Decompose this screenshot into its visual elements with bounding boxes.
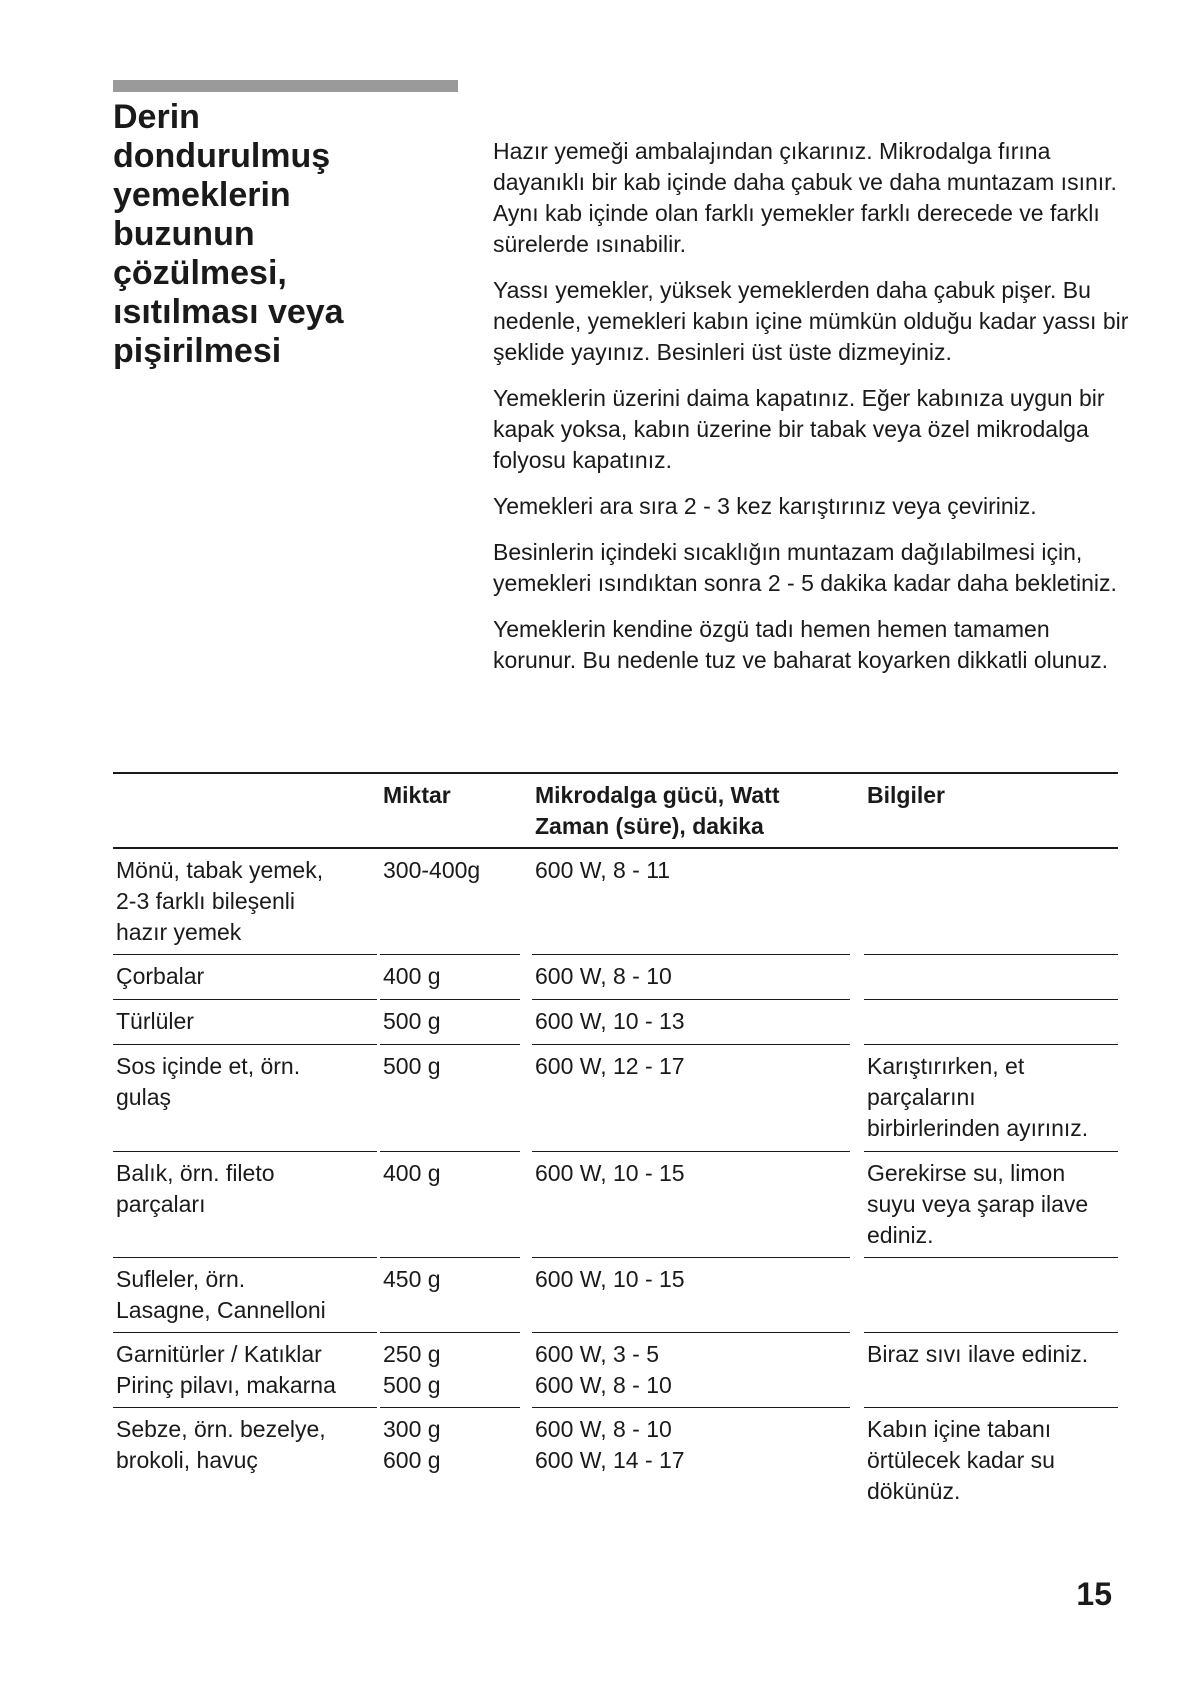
info-cell bbox=[864, 1152, 1118, 1258]
info-cell bbox=[864, 1000, 1118, 1045]
food-line: Çorbalar bbox=[116, 963, 205, 989]
food-cell bbox=[113, 1333, 377, 1408]
food-line: Türlüler bbox=[116, 1008, 194, 1034]
power-line: 600 W, 8 - 10 bbox=[535, 1372, 672, 1398]
title-line: Derin bbox=[113, 98, 200, 136]
table-header bbox=[113, 774, 1118, 849]
amount-line: 500 g bbox=[383, 1053, 441, 1079]
table-row bbox=[113, 1000, 1118, 1045]
table-row bbox=[113, 1333, 1118, 1408]
table-row bbox=[113, 1258, 1118, 1333]
title-line: buzunun bbox=[113, 215, 255, 253]
amount-line: 400 g bbox=[383, 963, 441, 989]
title-line: pişirilmesi bbox=[113, 332, 282, 370]
power-line: 600 W, 3 - 5 bbox=[535, 1341, 660, 1367]
power-line: 600 W, 10 - 15 bbox=[535, 1160, 685, 1186]
info-cell bbox=[864, 1333, 1118, 1408]
info-cell bbox=[864, 1258, 1118, 1333]
food-line: parçaları bbox=[116, 1191, 206, 1217]
intro-paragraph: Yemeklerin üzerini daima kapatınız. Eğer kabınıza uygun bir kapak yoksa, kabın üzerine bir tabak veya özel mikrodalga folyosu kapatınız. bbox=[493, 385, 1105, 473]
power-line: 600 W, 8 - 11 bbox=[535, 857, 671, 883]
power-cell bbox=[532, 1258, 850, 1333]
food-line: Sufleler, örn. bbox=[116, 1266, 246, 1292]
intro-paragraph: Yassı yemekler, yüksek yemeklerden daha çabuk pişer. Bu nedenle, yemekleri kabın içine mümkün olduğu kadar yassı bir şeklide yayınız. Besinleri üst üste dizmeyiniz. bbox=[493, 277, 1129, 365]
header-info: Bilgiler bbox=[867, 782, 945, 808]
table-row bbox=[113, 1408, 1118, 1518]
power-line: 600 W, 12 - 17 bbox=[535, 1053, 685, 1079]
amount-cell bbox=[380, 1152, 520, 1258]
title-line: ısıtılması veya bbox=[113, 293, 344, 331]
food-cell bbox=[113, 1045, 377, 1152]
title-line: çözülmesi, bbox=[113, 254, 287, 292]
header-power: Mikrodalga gücü, Watt bbox=[535, 782, 780, 808]
power-cell bbox=[532, 1000, 850, 1045]
info-line: suyu veya şarap ilave bbox=[867, 1191, 1089, 1217]
section-rule bbox=[113, 80, 458, 92]
food-line: Sos içinde et, örn. bbox=[116, 1053, 301, 1079]
food-cell bbox=[113, 1258, 377, 1333]
power-line: 600 W, 14 - 17 bbox=[535, 1447, 685, 1473]
power-cell bbox=[532, 1045, 850, 1152]
info-line: örtülecek kadar su bbox=[867, 1447, 1055, 1473]
info-line: parçalarını bbox=[867, 1084, 976, 1110]
food-line: Mönü, tabak yemek, bbox=[116, 857, 324, 883]
amount-line: 300 g bbox=[383, 1416, 441, 1442]
food-cell bbox=[113, 1000, 377, 1045]
info-line: Biraz sıvı ilave ediniz. bbox=[867, 1341, 1089, 1367]
amount-cell bbox=[380, 1333, 520, 1408]
food-line: hazır yemek bbox=[116, 919, 242, 945]
header-time: Zaman (süre), dakika bbox=[535, 813, 764, 839]
power-line: 600 W, 8 - 10 bbox=[535, 963, 672, 989]
reheating-table bbox=[113, 772, 1118, 1518]
food-cell bbox=[113, 1408, 377, 1518]
amount-cell bbox=[380, 1258, 520, 1333]
power-cell bbox=[532, 1333, 850, 1408]
info-line: Kabın içine tabanı bbox=[867, 1416, 1052, 1442]
amount-line: 300-400g bbox=[383, 857, 481, 883]
intro-paragraph: Yemeklerin kendine özgü tadı hemen hemen tamamen korunur. Bu nedenle tuz ve baharat koyarken dikkatli olunuz. bbox=[493, 616, 1108, 673]
power-cell bbox=[532, 1152, 850, 1258]
amount-cell bbox=[380, 955, 520, 1000]
info-cell bbox=[864, 1045, 1118, 1152]
intro-paragraph: Hazır yemeği ambalajından çıkarınız. Mikrodalga fırına dayanıklı bir kab içinde daha çabuk ve daha muntazam ısınır. Aynı kab içinde olan farklı yemekler farklı derecede ve farklı sürelerde ısınabilir. bbox=[493, 138, 1117, 257]
info-cell bbox=[864, 955, 1118, 1000]
title-line: yemeklerin bbox=[113, 176, 291, 214]
food-line: 2-3 farklı bileşenli bbox=[116, 888, 295, 914]
food-line: Lasagne, Cannelloni bbox=[116, 1297, 326, 1323]
amount-line: 250 g bbox=[383, 1341, 441, 1367]
amount-cell bbox=[380, 1408, 520, 1518]
table-row bbox=[113, 849, 1118, 955]
amount-cell bbox=[380, 1045, 520, 1152]
info-line: dökünüz. bbox=[867, 1478, 961, 1504]
amount-cell bbox=[380, 1000, 520, 1045]
amount-line: 400 g bbox=[383, 1160, 441, 1186]
food-cell bbox=[113, 955, 377, 1000]
header-food bbox=[113, 774, 377, 847]
page-number: 15 bbox=[1076, 1576, 1112, 1612]
table-row bbox=[113, 1152, 1118, 1258]
power-cell bbox=[532, 849, 850, 955]
header-amount: Miktar bbox=[383, 782, 451, 808]
intro-text bbox=[493, 136, 1133, 691]
power-line: 600 W, 10 - 15 bbox=[535, 1266, 685, 1292]
info-cell bbox=[864, 849, 1118, 955]
amount-line: 500 g bbox=[383, 1372, 441, 1398]
power-line: 600 W, 8 - 10 bbox=[535, 1416, 672, 1442]
title-line: dondurulmuş bbox=[113, 137, 331, 175]
food-line: brokoli, havuç bbox=[116, 1447, 258, 1473]
intro-paragraph: Besinlerin içindeki sıcaklığın muntazam dağılabilmesi için, yemekleri ısındıktan sonra 2 - 5 dakika kadar daha bekletiniz. bbox=[493, 539, 1117, 596]
amount-cell bbox=[380, 849, 520, 955]
info-line: Gerekirse su, limon bbox=[867, 1160, 1066, 1186]
info-cell bbox=[864, 1408, 1118, 1518]
info-line: ediniz. bbox=[867, 1222, 934, 1248]
amount-line: 600 g bbox=[383, 1447, 441, 1473]
food-cell bbox=[113, 849, 377, 955]
table-row bbox=[113, 955, 1118, 1000]
intro-paragraph: Yemekleri ara sıra 2 - 3 kez karıştırınız veya çeviriniz. bbox=[493, 493, 1037, 519]
food-line: Pirinç pilavı, makarna bbox=[116, 1372, 336, 1398]
power-cell bbox=[532, 1408, 850, 1518]
food-line: Sebze, örn. bezelye, bbox=[116, 1416, 326, 1442]
food-cell bbox=[113, 1152, 377, 1258]
power-line: 600 W, 10 - 13 bbox=[535, 1008, 685, 1034]
header-power-time bbox=[532, 774, 850, 847]
amount-line: 450 g bbox=[383, 1266, 441, 1292]
info-line: Karıştırırken, et bbox=[867, 1053, 1025, 1079]
food-line: gulaş bbox=[116, 1084, 171, 1110]
amount-line: 500 g bbox=[383, 1008, 441, 1034]
food-line: Balık, örn. fileto bbox=[116, 1160, 275, 1186]
power-cell bbox=[532, 955, 850, 1000]
section-title bbox=[113, 98, 453, 371]
info-line: birbirlerinden ayırınız. bbox=[867, 1115, 1089, 1141]
table-row bbox=[113, 1045, 1118, 1152]
food-line: Garnitürler / Katıklar bbox=[116, 1341, 322, 1367]
